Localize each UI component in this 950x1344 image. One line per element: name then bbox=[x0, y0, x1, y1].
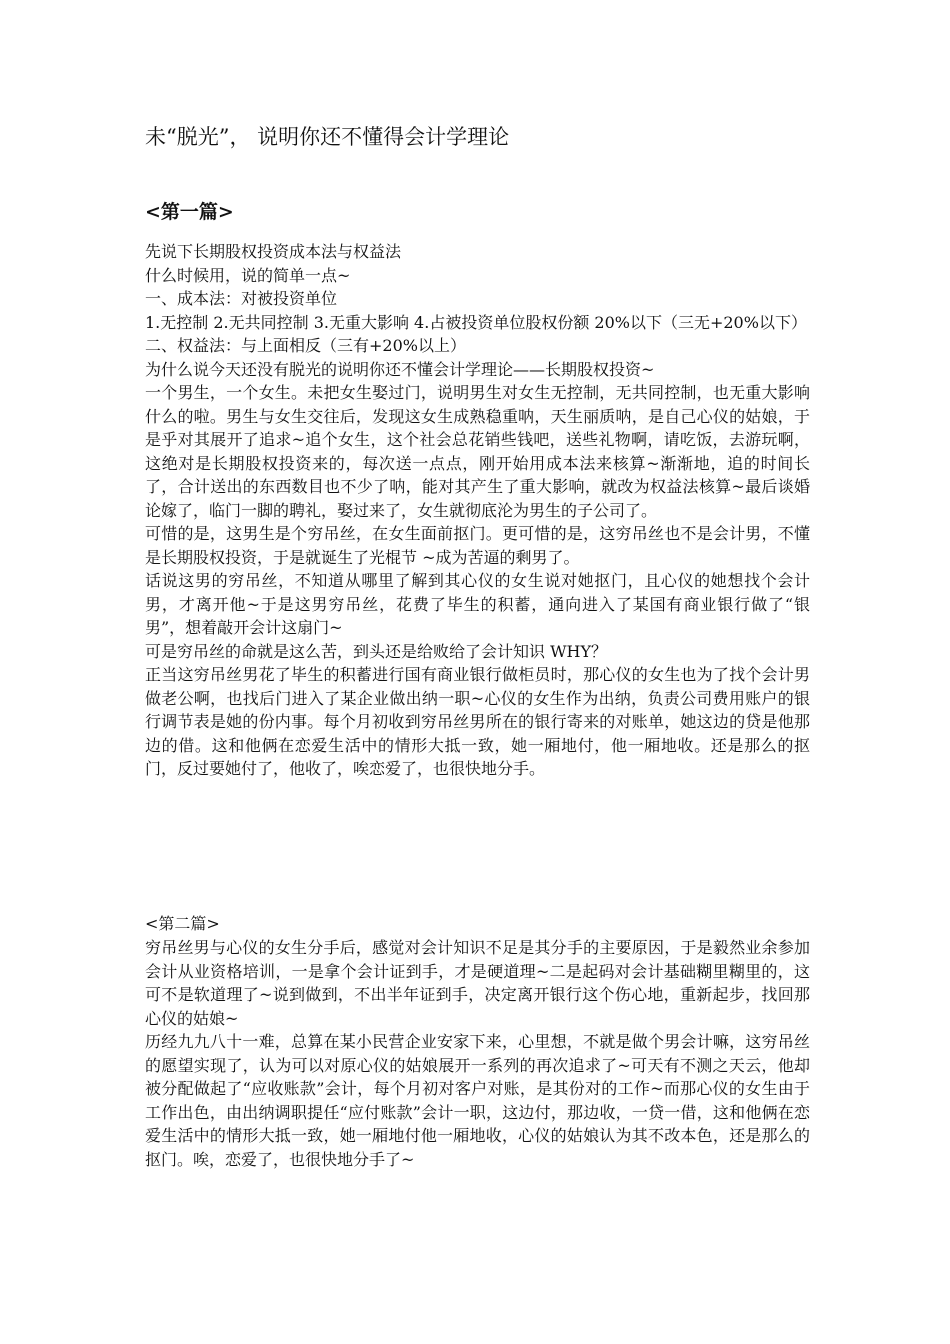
section-2-paragraph: 历经九九八十一难，总算在某小民营企业安家下来，心里想，不就是做个男会计嘛，这穷吊丝的愿望实现了，认为可以对原心仪的姑娘展开一系列的再次追求了~可天有不测之天云，他却被分配做起了“应收账款”会计，每个月初对客户对账，是其份对的工作~而那心仪的女生由于工作出色，由出纳调职提任“应付账款”会计一职，这边付，那边收，一贷一借，这和他俩在恋爱生活中的情形大抵一致，她一厢地付他一厢地收，心仪的姑娘认为其不改本色，还是那么的抠门。唉，恋爱了，也很快地分手了~ bbox=[145, 1032, 810, 1169]
section-1-paragraph: 1.无控制 2.无共同控制 3.无重大影响 4.占被投资单位股权份额 20%以下（三无+20%以下） bbox=[145, 312, 807, 332]
section-1-paragraph: 话说这男的穷吊丝，不知道从哪里了解到其心仪的女生说对她抠门，且心仪的她想找个会计男，才离开他~于是这男穷吊丝，花费了毕生的积蓄，通向进入了某国有商业银行做了“银男”，想着敲开会计这扇门~ bbox=[145, 571, 810, 637]
section-1-body bbox=[145, 240, 810, 781]
section-2-paragraph: 穷吊丝男与心仪的女生分手后，感觉对会计知识不足是其分手的主要原因，于是毅然业余参加会计从业资格培训，一是拿个会计证到手，才是硬道理~二是起码对会计基础糊里糊里的，这可不是软道理了~说到做到，不出半年证到手，决定离开银行这个伤心地，重新起步，找回那心仪的姑娘~ bbox=[145, 938, 810, 1028]
section-1-paragraph: 先说下长期股权投资成本法与权益法 bbox=[145, 242, 402, 261]
section-2-heading: <第二篇> bbox=[145, 914, 220, 933]
section-1-paragraph: 一个男生，一个女生。未把女生娶过门，说明男生对女生无控制，无共同控制，也无重大影响什么的啦。男生与女生交往后，发现这女生成熟稳重呐，天生丽质呐，是自己心仪的姑娘，于是乎对其展开了追求~追个女生，这个社会总花销些钱吧，送些礼物啊，请吃饭，去游玩啊，这绝对是长期股权投资来的，每次送一点点，刚开始用成本法来核算~渐渐地，追的时间长了，合计送出的东西数目也不少了呐，能对其产生了重大影响，就改为权益法核算~最后谈婚论嫁了，临门一脚的聘礼，娶过来了，女生就彻底沦为男生的子公司了。 bbox=[145, 383, 810, 520]
section-1-paragraph: 什么时候用，说的简单一点~ bbox=[145, 265, 351, 285]
section-1-paragraph: 一、成本法：对被投资单位 bbox=[145, 289, 338, 308]
section-1-paragraph: 为什么说今天还没有脱光的说明你还不懂会计学理论——长期股权投资~ bbox=[145, 359, 655, 379]
document-title: 未“脱光”， 说明你还不懂得会计学理论 bbox=[145, 125, 510, 149]
section-1-paragraph: 可是穷吊丝的命就是这么苦，到头还是给败给了会计知识 WHY？ bbox=[145, 641, 608, 661]
section-1-paragraph: 正当这穷吊丝男花了毕生的积蓄进行国有商业银行做柜员时，那心仪的女生也为了找个会计男做老公啊，也找后门进入了某企业做出纳一职~心仪的女生作为出纳，负责公司费用账户的银行调节表是她的份内事。每个月初收到穷吊丝男所在的银行寄来的对账单，她这边的贷是他那边的借。这和他俩在恋爱生活中的情形大抵一致，她一厢地付，他一厢地收。还是那么的抠门，反过要她付了，他收了，唉恋爱了，也很快地分手。 bbox=[145, 665, 810, 778]
section-1-heading: <第一篇> bbox=[145, 201, 234, 223]
section-1-paragraph: 二、权益法：与上面相反（三有+20%以上） bbox=[145, 336, 466, 355]
section-2-body bbox=[145, 936, 810, 1171]
section-1-paragraph: 可惜的是，这男生是个穷吊丝，在女生面前抠门。更可惜的是，这穷吊丝也不是会计男，不懂是长期股权投资，于是就诞生了光棍节 ~成为苦逼的剩男了。 bbox=[145, 524, 810, 567]
